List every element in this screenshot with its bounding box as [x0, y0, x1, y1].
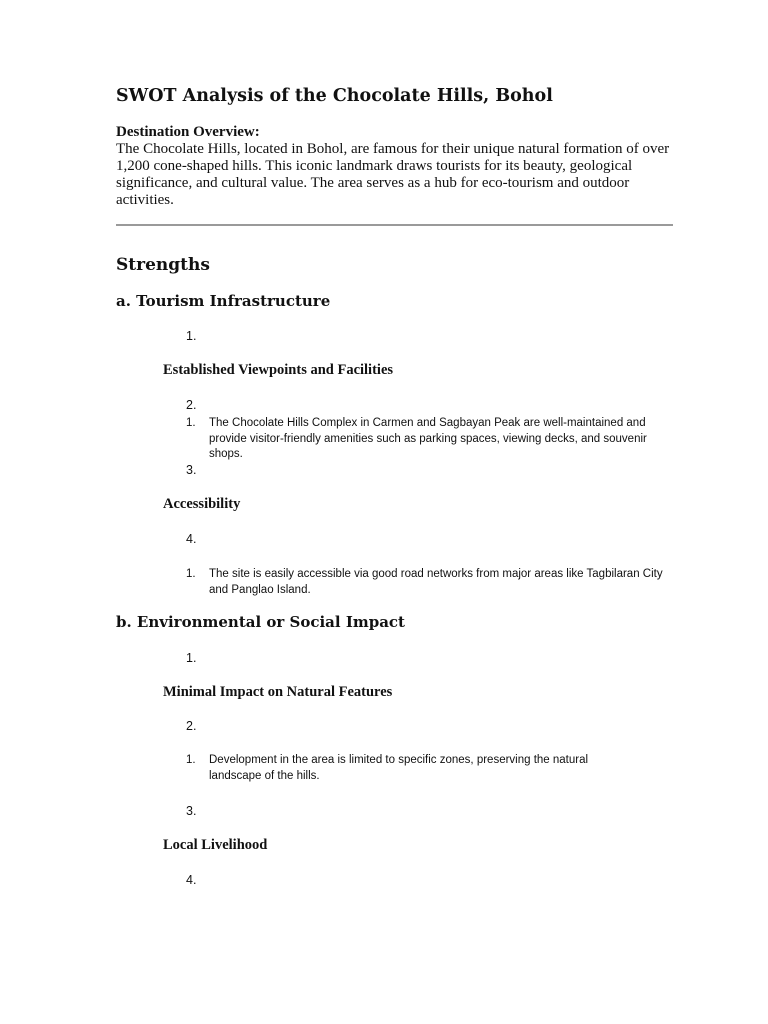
page-title: SWOT Analysis of the Chocolate Hills, Bohol: [116, 86, 553, 106]
subheading-accessibility: Accessibility: [163, 496, 241, 512]
list-number: 3.: [186, 804, 197, 818]
list-number: 4.: [186, 873, 197, 887]
list-number: 1.: [186, 651, 197, 665]
overview-label: Destination Overview:: [116, 124, 260, 140]
list-item: [186, 567, 664, 598]
strengths-heading: Strengths: [116, 255, 210, 275]
list-item-number: 1.: [186, 754, 196, 766]
subheading-local-livelihood: Local Livelihood: [163, 837, 268, 853]
list-item-text: The Chocolate Hills Complex in Carmen and Sagbayan Peak are well-maintained and provide visitor-friendly amenities such as parking spaces, viewing decks, and souvenir shops.: [209, 417, 647, 460]
list-item-number: 1.: [186, 417, 196, 429]
list-number: 2.: [186, 719, 197, 733]
overview-text: The Chocolate Hills, located in Bohol, are famous for their unique natural formation of over 1,200 cone-shaped hills. This iconic landmark draws tourists for its beauty, geological significance, and cultural value. The area serves as a hub for eco-tourism and outdoor activities.: [116, 141, 670, 208]
list-number: 2.: [186, 398, 197, 412]
section-b-heading: b. Environmental or Social Impact: [116, 613, 405, 631]
list-item-number: 1.: [186, 568, 196, 580]
list-number: 4.: [186, 532, 197, 546]
list-number: 1.: [186, 329, 197, 343]
list-item: [186, 753, 619, 784]
list-item-text: The site is easily accessible via good road networks from major areas like Tagbilaran City and Panglao Island.: [209, 568, 663, 596]
list-item-text: Development in the area is limited to specific zones, preserving the natural landscape of the hills.: [209, 754, 589, 782]
subheading-minimal-impact: Minimal Impact on Natural Features: [163, 684, 393, 700]
subheading-viewpoints: Established Viewpoints and Facilities: [163, 362, 394, 378]
list-number: 3.: [186, 463, 197, 477]
list-item: [186, 416, 664, 463]
horizontal-divider: [116, 224, 673, 226]
section-a-heading: a. Tourism Infrastructure: [116, 292, 331, 310]
